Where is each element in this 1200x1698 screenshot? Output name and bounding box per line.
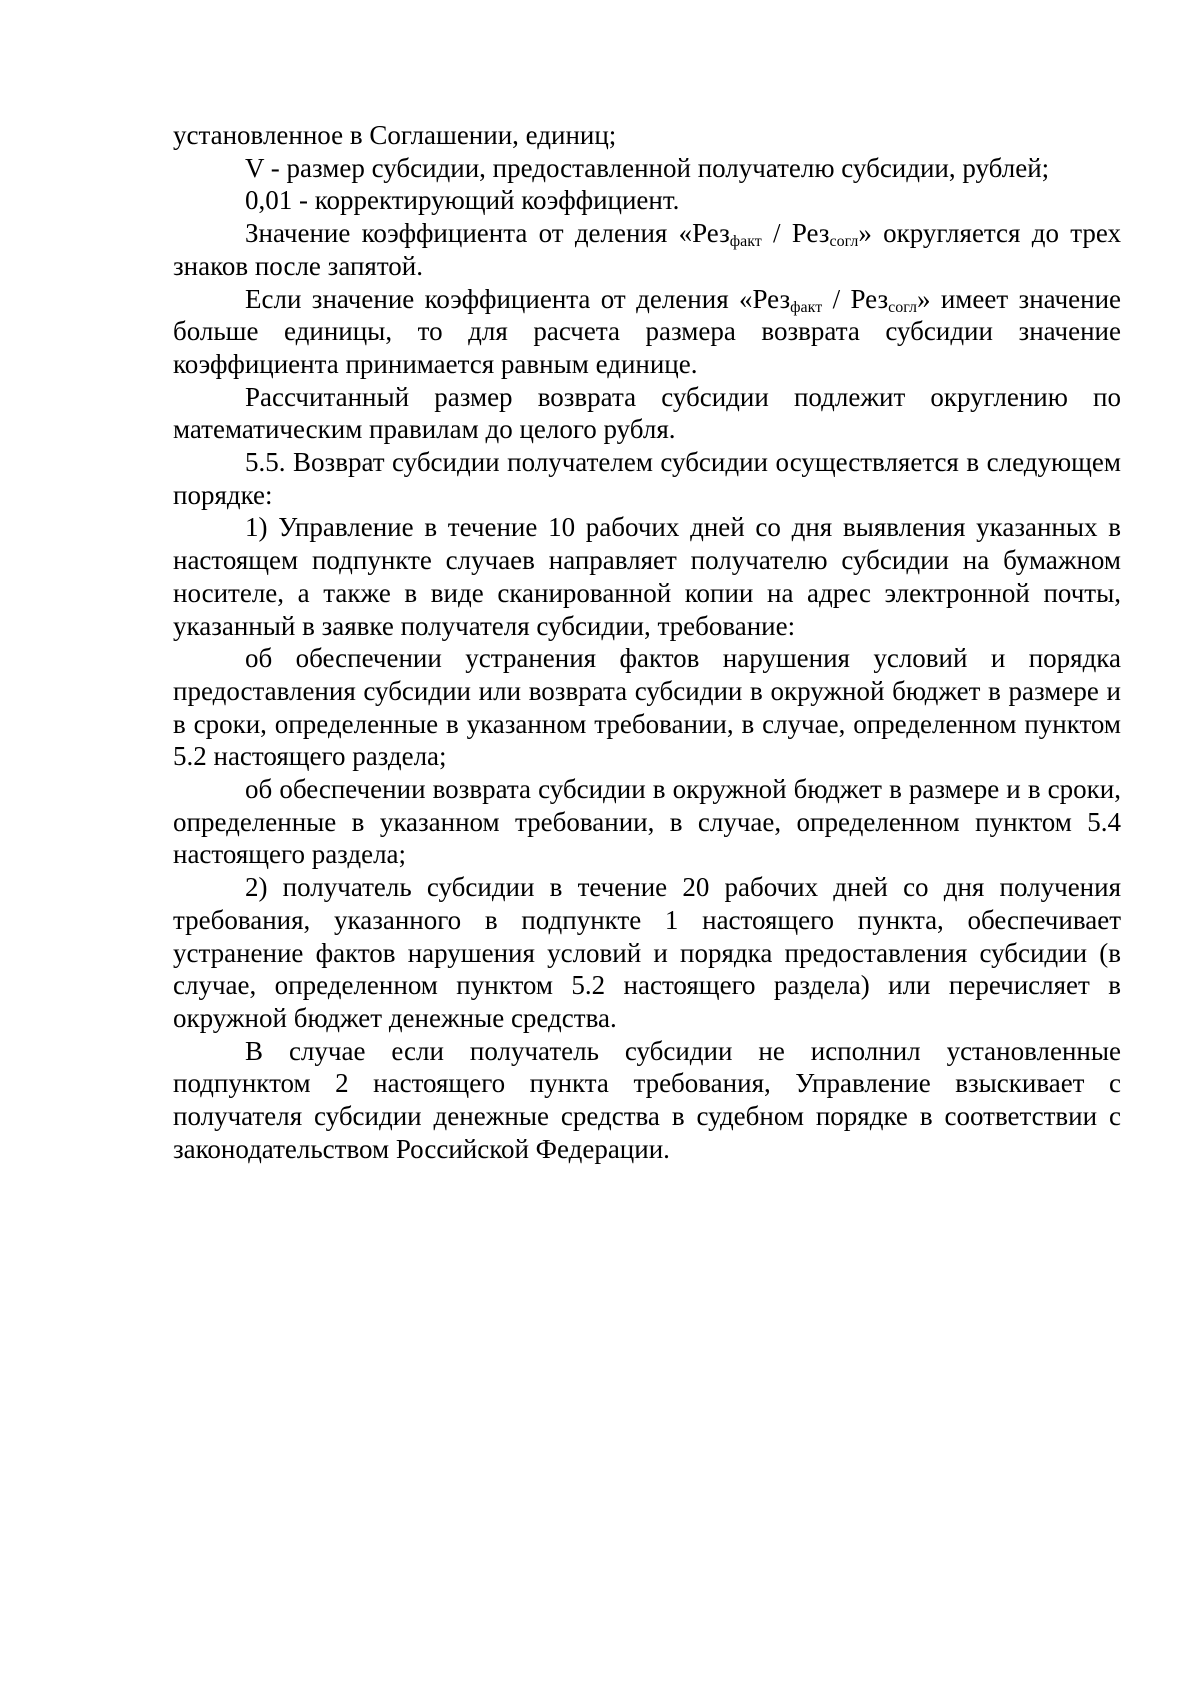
text-segment: Значение коэффициента от деления «Рез <box>245 218 730 249</box>
paragraph-requirement-elimination: об обеспечении устранения фактов нарушения условий и порядка предоставления субсидии или возврата субсидии в окружной бюджет в размере и в сроки, определенные в указанном требовании, в случае, определенном пунктом 5.2 настоящего раздела; <box>173 643 1121 772</box>
subscript-fact: факт <box>790 298 823 316</box>
paragraph-judicial-recovery: В случае если получатель субсидии не исполнил установленные подпунктом 2 настоящего пункта требования, Управление взыскивает с получателя субсидии денежные средства в судебном порядке в соответствии с законодательством Российской Федерации. <box>173 1035 1121 1164</box>
paragraph-units-continuation: установленное в Соглашении, единиц; <box>173 120 617 150</box>
paragraph-v-definition: V - размер субсидии, предоставленной получателю субсидии, рублей; <box>245 152 1050 183</box>
paragraph-return-rounding: Рассчитанный размер возврата субсидии подлежит округлению по математическим правилам до целого рубля. <box>173 381 1121 445</box>
text-segment: / Рез <box>761 218 830 249</box>
subscript-fact: факт <box>729 233 762 251</box>
text-segment: Если значение коэффициента от деления «Рез <box>245 283 791 314</box>
text-segment: » округляется до трех знаков после запятой. <box>173 218 1122 281</box>
paragraph-correction-coefficient: 0,01 - корректирующий коэффициент. <box>245 185 680 216</box>
subscript-agreed: согл <box>829 233 859 251</box>
text-segment: / Рез <box>822 283 889 314</box>
paragraph-rounding-rule <box>173 217 1121 282</box>
document-body <box>173 119 1121 1166</box>
paragraph-section-5-5: 5.5. Возврат субсидии получателем субсидии осуществляется в следующем порядке: <box>173 447 1121 510</box>
paragraph-coefficient-cap <box>173 283 1121 381</box>
paragraph-item-1: 1) Управление в течение 10 рабочих дней со дня выявления указанных в настоящем подпункте случаев направляет получателю субсидии на бумажном носителе, а также в виде сканированной копии на адрес электронной почты, указанный в заявке получателя субсидии, требование: <box>173 512 1121 641</box>
paragraph-item-2: 2) получатель субсидии в течение 20 рабочих дней со дня получения требования, указанного в подпункте 1 настоящего пункта, обеспечивает устранение фактов нарушения условий и порядка предоставления субсидии (в случае, определенном пунктом 5.2 настоящего раздела) или перечисляет в окружной бюджет денежные средства. <box>173 872 1121 1033</box>
text-segment: » имеет значение больше единицы, то для расчета размера возврата субсидии значение коэффициента принимается равным единице. <box>173 283 1122 379</box>
subscript-agreed: согл <box>888 298 917 316</box>
paragraph-requirement-return: об обеспечении возврата субсидии в окружной бюджет в размере и в сроки, определенные в указанном требовании, в случае, определенном пунктом 5.4 настоящего раздела; <box>173 774 1121 870</box>
